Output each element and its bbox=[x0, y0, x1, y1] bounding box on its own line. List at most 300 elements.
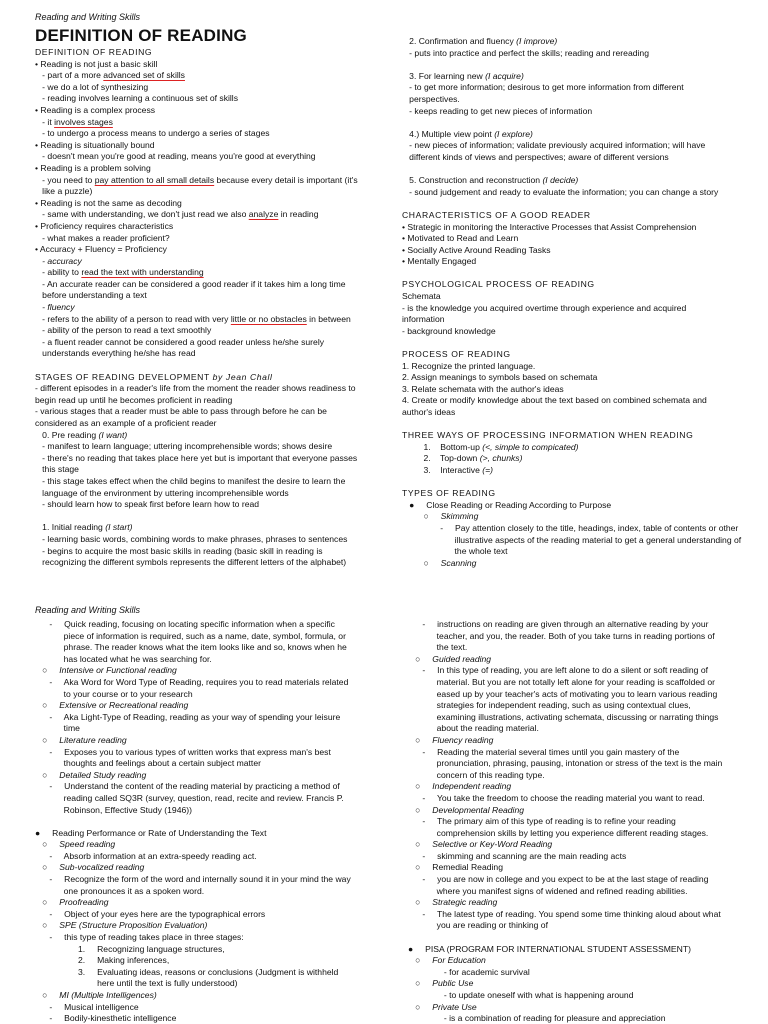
line-text: - Understand the content of the reading material by practicing a method of bbox=[35, 781, 340, 792]
italic-note: Speed reading bbox=[59, 839, 116, 850]
line-text: - doesn't mean you're good at reading, means you're good at everything bbox=[35, 151, 316, 162]
line-text: ○ bbox=[35, 839, 60, 850]
text-line bbox=[402, 245, 757, 257]
italic-note: Scanning bbox=[440, 557, 477, 568]
text-line bbox=[35, 723, 405, 735]
text-line bbox=[408, 619, 758, 631]
line-text: • Strategic in monitoring the Interactive Processes that Assist Comprehension bbox=[402, 221, 697, 232]
line-text: • Reading is not the same as decoding bbox=[35, 197, 182, 208]
line-text: perspectives. bbox=[402, 93, 460, 104]
line-text: 3. Interactive bbox=[402, 464, 483, 475]
text-line bbox=[408, 747, 758, 759]
text-line bbox=[35, 128, 405, 140]
text-line bbox=[35, 314, 405, 326]
text-line bbox=[35, 325, 405, 337]
line-text: - sound judgement and ready to evaluate the information; you can change a story bbox=[402, 186, 719, 197]
line-text: DEFINITION OF READING bbox=[35, 47, 153, 57]
text-line bbox=[408, 793, 758, 805]
line-text: piece of information is required, such as a name, date, symbol, formula, or bbox=[35, 630, 346, 641]
text-line bbox=[35, 828, 405, 840]
italic-note: (I want) bbox=[98, 429, 128, 440]
text-line bbox=[35, 665, 405, 677]
line-text: - manifest to learn language; uttering incomprehensible words; shows desire bbox=[35, 441, 333, 452]
line-text: considered as an example of a proficient reader bbox=[35, 418, 217, 428]
line-text: 1. Recognize the printed language. bbox=[402, 360, 536, 371]
line-text: - An accurate reader can be considered a good reader if it takes him a long time bbox=[35, 278, 346, 289]
line-text: - for academic survival bbox=[408, 966, 530, 977]
line-text: ○ bbox=[408, 897, 433, 908]
line-text: 2. Confirmation and fluency bbox=[402, 36, 517, 46]
line-text: ● Reading Performance or Rate of Understanding the Text bbox=[35, 827, 267, 838]
line-text: ○ bbox=[408, 1001, 433, 1012]
italic-note: Public Use bbox=[432, 978, 474, 989]
text-line bbox=[402, 349, 757, 361]
line-text: - accuracy bbox=[35, 255, 82, 266]
text-line bbox=[408, 920, 758, 932]
text-line bbox=[402, 233, 757, 245]
line-text: ○ bbox=[408, 955, 433, 966]
line-text: - Recognize the form of the word and internally sound it in your mind the way bbox=[35, 874, 351, 885]
text-line bbox=[35, 1002, 405, 1014]
text-line bbox=[35, 654, 405, 666]
blank-line bbox=[35, 511, 405, 523]
line-text: PSYCHOLOGICAL PROCESS OF READING bbox=[402, 279, 595, 290]
line-text: examining illustrations, activating schemata, discussing or narrating things bbox=[408, 711, 719, 722]
line-text: ○ bbox=[35, 862, 60, 873]
text-line bbox=[35, 418, 405, 430]
underlined-phrase: analyze bbox=[248, 209, 279, 220]
italic-note: (I decide) bbox=[542, 175, 579, 186]
text-line bbox=[402, 279, 757, 291]
line-text: - this stage takes effect when the child begins to manifest the desire to learn the bbox=[35, 475, 346, 486]
text-line bbox=[35, 689, 405, 701]
text-line bbox=[402, 71, 757, 83]
line-text: - various stages that a reader must be able to pass through before he can be bbox=[35, 406, 327, 417]
text-line bbox=[35, 117, 405, 129]
italic-note: Proofreading bbox=[59, 897, 109, 908]
line-text: different kinds of views and perspectives; aware of different versions bbox=[402, 151, 669, 162]
line-text: - fluency bbox=[35, 302, 75, 313]
line-text: - keeps reading to get new pieces of information bbox=[402, 105, 593, 116]
text-line bbox=[408, 723, 758, 735]
blank-line bbox=[402, 164, 757, 176]
text-line bbox=[402, 303, 757, 315]
italic-note: (I improve) bbox=[516, 36, 558, 46]
text-line bbox=[408, 781, 758, 793]
line-text: - what makes a reader proficient? bbox=[35, 232, 170, 243]
text-line bbox=[35, 700, 405, 712]
text-line bbox=[408, 967, 758, 979]
line-text: - Bodily-kinesthetic intelligence bbox=[35, 1013, 177, 1024]
right-column-page-2 bbox=[408, 619, 758, 1024]
line-text: - different episodes in a reader's life from the moment the reader shows readiness to bbox=[35, 383, 356, 394]
text-line bbox=[35, 256, 405, 268]
line-text: ● Close Reading or Reading According to Purpose bbox=[402, 499, 612, 510]
line-text: 2. Top-down bbox=[402, 453, 480, 464]
line-text: - Aka Light-Type of Reading, reading as your way of spending your leisure bbox=[35, 711, 341, 722]
text-line bbox=[402, 488, 757, 500]
text-line bbox=[35, 735, 405, 747]
text-line bbox=[35, 47, 405, 59]
text-line bbox=[402, 210, 757, 222]
line-text: - this type of reading takes place in three stages: bbox=[35, 932, 244, 943]
text-line bbox=[402, 546, 757, 558]
text-line bbox=[402, 384, 757, 396]
text-line bbox=[35, 557, 405, 569]
line-text: - new pieces of information; validate previously acquired information; will have bbox=[402, 140, 706, 151]
line-text: • Socially Active Around Reading Tasks bbox=[402, 244, 551, 255]
blank-line bbox=[402, 419, 757, 431]
text-line bbox=[402, 361, 757, 373]
text-line bbox=[35, 383, 405, 395]
text-line bbox=[402, 407, 757, 419]
text-line bbox=[408, 712, 758, 724]
italic-note: Guided reading bbox=[432, 653, 492, 664]
text-line bbox=[35, 244, 405, 256]
line-text: understands everything he/she has read bbox=[35, 348, 196, 359]
text-line bbox=[35, 920, 405, 932]
text-line bbox=[35, 1013, 405, 1024]
line-text: 2. Assign meanings to symbols based on schemata bbox=[402, 372, 598, 383]
italic-note: Independent reading bbox=[432, 781, 512, 792]
underlined-phrase: advanced set of skills bbox=[103, 70, 185, 81]
text-line bbox=[35, 105, 405, 117]
text-line bbox=[402, 511, 757, 523]
line-text: - puts into practice and perfect the skills; reading and rereading bbox=[402, 47, 649, 58]
blank-line bbox=[402, 117, 757, 129]
line-text-after: in reading bbox=[278, 209, 319, 220]
text-line bbox=[402, 152, 757, 164]
italic-note: Selective or Key-Word Reading bbox=[432, 839, 553, 850]
text-line bbox=[402, 442, 757, 454]
line-text: ○ bbox=[408, 653, 433, 664]
line-text: - begins to acquire the most basic skills in reading (basic skill in reading is bbox=[35, 545, 323, 556]
line-text: STAGES OF READING DEVELOPMENT bbox=[35, 371, 213, 382]
line-text: teacher, and you, the reader. Both of you take turns in reading portions of bbox=[408, 630, 715, 641]
line-text: ● PISA (PROGRAM FOR INTERNATIONAL STUDENT ASSESSMENT) bbox=[408, 943, 691, 954]
line-text: pronunciation, phrasing, pausing, intonation or stress of the text is the main bbox=[408, 758, 723, 769]
text-line bbox=[402, 82, 757, 94]
line-text: ○ bbox=[402, 511, 441, 522]
line-text: recognizing the different symbols represents the different letters of the alphabet) bbox=[35, 557, 347, 568]
line-text: • Reading is situationally bound bbox=[35, 139, 155, 150]
text-line bbox=[408, 862, 758, 874]
italic-note: Fluency reading bbox=[432, 734, 494, 745]
text-line bbox=[35, 978, 405, 990]
line-text: phrase. The reader knows what the item looks like and so, knows when he bbox=[35, 642, 347, 653]
line-text: comprehension skills by letting you experience different reading stages. bbox=[408, 827, 709, 838]
line-text: - you are now in college and you expect to be at the last stage of reading bbox=[408, 874, 709, 885]
line-text: 5. Construction and reconstruction bbox=[402, 175, 543, 186]
line-text: begin read up until he becomes proficient in reading bbox=[35, 394, 233, 405]
text-line bbox=[35, 546, 405, 558]
line-text: 3. Relate schemata with the author's ideas bbox=[402, 383, 564, 394]
line-text: - ability to bbox=[35, 267, 82, 278]
text-line bbox=[402, 326, 757, 338]
running-header-page-2: Reading and Writing Skills bbox=[35, 605, 141, 615]
text-line bbox=[35, 151, 405, 163]
line-text: ○ bbox=[35, 990, 60, 1000]
line-text: 1. Initial reading bbox=[35, 522, 106, 533]
text-line bbox=[408, 909, 758, 921]
text-line bbox=[408, 735, 758, 747]
italic-note: Literature reading bbox=[59, 734, 127, 745]
text-line bbox=[408, 851, 758, 863]
text-line bbox=[408, 770, 758, 782]
line-text: material. But you are not totally left alone for your reading is scaffolded or bbox=[408, 676, 715, 687]
line-text-after: because every detail is important (it's bbox=[214, 174, 358, 185]
text-line bbox=[402, 395, 757, 407]
text-line bbox=[408, 805, 758, 817]
line-text: before understanding a text bbox=[35, 290, 147, 301]
text-line bbox=[408, 816, 758, 828]
italic-note: Strategic reading bbox=[432, 897, 498, 908]
text-line bbox=[35, 677, 405, 689]
italic-note: Skimming bbox=[440, 511, 479, 522]
text-line bbox=[408, 955, 758, 967]
text-line bbox=[402, 129, 757, 141]
line-text: ○ bbox=[35, 665, 60, 676]
line-text: - background knowledge bbox=[402, 325, 496, 336]
text-line bbox=[35, 909, 405, 921]
line-text: - should learn how to speak first before learn how to read bbox=[35, 499, 260, 510]
text-line bbox=[35, 290, 405, 302]
line-text: - Reading the material several times until you gain mastery of the bbox=[408, 746, 680, 757]
text-line bbox=[408, 886, 758, 898]
line-text: 1. Recognizing language structures, bbox=[35, 943, 225, 954]
text-line bbox=[35, 464, 405, 476]
text-line bbox=[408, 1002, 758, 1014]
line-text: author's ideas bbox=[402, 407, 456, 417]
line-text: information bbox=[402, 314, 445, 325]
text-line bbox=[35, 522, 405, 534]
line-text: ○ bbox=[35, 734, 60, 745]
text-line bbox=[35, 499, 405, 511]
italic-note: Private Use bbox=[432, 1001, 477, 1012]
text-line bbox=[402, 175, 757, 187]
line-text: 4.) Multiple view point bbox=[402, 128, 495, 139]
line-text: CHARACTERISTICS OF A GOOD READER bbox=[402, 209, 591, 220]
text-line bbox=[35, 430, 405, 442]
running-header: Reading and Writing Skills bbox=[35, 12, 141, 22]
text-line bbox=[402, 500, 757, 512]
italic-note: (<, simple to compicated) bbox=[482, 441, 579, 452]
line-text: - skimming and scanning are the main reading acts bbox=[408, 850, 627, 861]
underlined-phrase: little or no obstacles bbox=[230, 313, 307, 324]
line-text: - reading involves learning a continuous set of skills bbox=[35, 93, 239, 104]
text-line bbox=[35, 712, 405, 724]
text-line bbox=[35, 233, 405, 245]
text-line bbox=[408, 631, 758, 643]
italic-note: (I start) bbox=[105, 522, 133, 533]
line-text: - to undergo a process means to undergo a series of stages bbox=[35, 128, 270, 139]
text-line bbox=[402, 140, 757, 152]
line-text: • Accuracy + Fluency = Proficiency bbox=[35, 244, 167, 255]
blank-line bbox=[35, 360, 405, 372]
text-line bbox=[35, 770, 405, 782]
line-text: - same with understanding, we don't just read we also bbox=[35, 209, 249, 220]
text-line bbox=[408, 990, 758, 1002]
line-text-after: in between bbox=[306, 313, 351, 324]
line-text: - Quick reading, focusing on locating specific information when a specific bbox=[35, 619, 335, 629]
line-text: - ability of the person to read a text smoothly bbox=[35, 325, 212, 336]
italic-note: (>, chunks) bbox=[479, 453, 523, 464]
line-text: reading called SQ3R (survey, question, read, recite and review. Francis P. bbox=[35, 792, 344, 803]
blank-line bbox=[402, 59, 757, 71]
line-text: where you manifest signs of widened and refined reading abilities. bbox=[408, 885, 688, 896]
line-text: the whole text bbox=[402, 546, 508, 557]
text-line bbox=[402, 314, 757, 326]
line-text: 3. Evaluating ideas, reasons or conclusions (Judgment is withheld bbox=[35, 966, 339, 977]
text-line bbox=[35, 874, 405, 886]
text-line bbox=[35, 642, 405, 654]
blank-line bbox=[35, 816, 405, 828]
italic-note: Sub-vocalized reading bbox=[59, 862, 145, 873]
text-line bbox=[35, 82, 405, 94]
underlined-phrase: read the text with understanding bbox=[81, 267, 204, 278]
text-line bbox=[35, 851, 405, 863]
line-text: • Reading is a complex process bbox=[35, 104, 156, 115]
text-line bbox=[408, 642, 758, 654]
text-line bbox=[35, 221, 405, 233]
line-text: here until the text is fully understood) bbox=[35, 978, 238, 989]
line-text: eased up by your teacher's acts of motivating you to learn various reading bbox=[408, 688, 718, 699]
italic-note: For Education bbox=[432, 955, 486, 966]
text-line bbox=[35, 395, 405, 407]
left-column-page-2 bbox=[35, 619, 405, 1024]
text-line bbox=[35, 897, 405, 909]
line-text: ○ bbox=[35, 897, 60, 908]
text-line bbox=[35, 990, 405, 1002]
text-line bbox=[35, 186, 405, 198]
line-text: ○ bbox=[408, 839, 433, 850]
text-line bbox=[402, 372, 757, 384]
line-text: - we do a lot of synthesizing bbox=[35, 81, 149, 92]
italic-note: (=) bbox=[482, 464, 493, 475]
text-line bbox=[408, 758, 758, 770]
line-text: - The primary aim of this type of reading is to refine your reading bbox=[408, 816, 676, 827]
line-text: - part of a more bbox=[35, 70, 104, 81]
line-text: ○ Remedial Reading bbox=[408, 862, 503, 873]
line-text: - Object of your eyes here are the typographical errors bbox=[35, 908, 266, 919]
line-text: 0. Pre reading bbox=[35, 429, 99, 440]
text-line bbox=[408, 689, 758, 701]
text-line bbox=[402, 94, 757, 106]
line-text: ○ bbox=[408, 804, 433, 815]
text-line bbox=[35, 441, 405, 453]
text-line bbox=[402, 453, 757, 465]
line-text: language of the environment by uttering incomprehensible words bbox=[35, 487, 289, 498]
text-line bbox=[35, 348, 405, 360]
italic-note: (I acquire) bbox=[485, 70, 524, 81]
line-text: - a fluent reader cannot be considered a good reader unless he/she surely bbox=[35, 336, 325, 347]
line-text: - In this type of reading, you are left alone to do a silent or soft reading of bbox=[408, 665, 708, 676]
text-line bbox=[35, 302, 405, 314]
text-line bbox=[35, 793, 405, 805]
line-text: • Motivated to Read and Learn bbox=[402, 233, 519, 244]
line-text: ○ bbox=[408, 781, 433, 792]
line-text: • Reading is not just a basic skill bbox=[35, 58, 158, 69]
line-text: you are reading or thinking of bbox=[408, 920, 548, 931]
line-text: 3. For learning new bbox=[402, 70, 486, 81]
text-line bbox=[35, 337, 405, 349]
line-text: - Aka Word for Word Type of Reading, requires you to read materials related bbox=[35, 676, 349, 687]
text-line bbox=[402, 106, 757, 118]
underlined-phrase: involves stages bbox=[54, 116, 113, 127]
underlined-phrase: pay attention to all small details bbox=[94, 174, 215, 185]
line-text: - is the knowledge you acquired overtime through experience and acquired bbox=[402, 302, 687, 313]
text-line bbox=[35, 839, 405, 851]
text-line bbox=[35, 631, 405, 643]
text-line bbox=[402, 558, 757, 570]
italic-note: (I explore) bbox=[494, 128, 533, 139]
line-text: • Mentally Engaged bbox=[402, 256, 477, 267]
line-text: - is a combination of reading for pleasure and appreciation bbox=[408, 1013, 666, 1024]
line-text: - there's no reading that takes place here yet but is important that everyone passes bbox=[35, 452, 358, 463]
text-line bbox=[35, 534, 405, 546]
text-line bbox=[408, 654, 758, 666]
line-text: • Proficiency requires characteristics bbox=[35, 220, 174, 231]
text-line bbox=[35, 406, 405, 418]
line-text: Schemata bbox=[402, 291, 441, 302]
line-text: ○ bbox=[35, 920, 60, 931]
text-line bbox=[408, 665, 758, 677]
line-text: ○ bbox=[35, 769, 60, 780]
text-line bbox=[35, 59, 405, 71]
text-line bbox=[408, 1013, 758, 1024]
text-line bbox=[35, 267, 405, 279]
text-line bbox=[35, 967, 405, 979]
text-line bbox=[35, 747, 405, 759]
line-text: Robinson, Effective Study (1946)) bbox=[35, 804, 192, 815]
line-text: ○ bbox=[408, 978, 433, 989]
italic-note: SPE (Structure Proposition Evaluation) bbox=[59, 920, 208, 931]
italic-note: Detailed Study reading bbox=[59, 769, 147, 780]
line-text: 1. Bottom-up bbox=[402, 441, 483, 452]
line-text: ○ bbox=[402, 557, 441, 568]
blank-line bbox=[402, 268, 757, 280]
text-line bbox=[35, 781, 405, 793]
line-text: - Absorb information at an extra-speedy reading act. bbox=[35, 850, 257, 861]
text-line bbox=[35, 372, 405, 384]
text-line bbox=[402, 465, 757, 477]
text-line bbox=[402, 48, 757, 60]
blank-line bbox=[402, 198, 757, 210]
text-line bbox=[35, 862, 405, 874]
line-text: ○ bbox=[35, 700, 60, 711]
line-text: to your course or to your research bbox=[35, 688, 193, 699]
line-text: - to update oneself with what is happening around bbox=[408, 990, 634, 1000]
text-line bbox=[408, 700, 758, 712]
italic-note: Developmental Reading bbox=[432, 804, 525, 815]
line-text: one pronounces it as a spoken word. bbox=[35, 885, 205, 896]
line-text: 4. Create or modify knowledge about the text based on combined schemata and bbox=[402, 395, 707, 406]
line-text: - instructions on reading are given through an alternative reading by your bbox=[408, 619, 709, 629]
text-line bbox=[35, 955, 405, 967]
text-line bbox=[35, 209, 405, 221]
text-line bbox=[408, 677, 758, 689]
line-text: the text. bbox=[408, 642, 468, 653]
text-line bbox=[35, 140, 405, 152]
text-line bbox=[408, 874, 758, 886]
line-text: - Pay attention closely to the title, headings, index, table of contents or other bbox=[402, 522, 739, 533]
italic-note: MI (Multiple Intelligences) bbox=[59, 990, 157, 1000]
line-text: - learning basic words, combining words to make phrases, phrases to sentences bbox=[35, 533, 348, 544]
line-text: this stage bbox=[35, 464, 79, 475]
page-title: DEFINITION OF READING bbox=[35, 26, 247, 45]
line-text: ○ bbox=[408, 734, 433, 745]
text-line bbox=[402, 523, 757, 535]
